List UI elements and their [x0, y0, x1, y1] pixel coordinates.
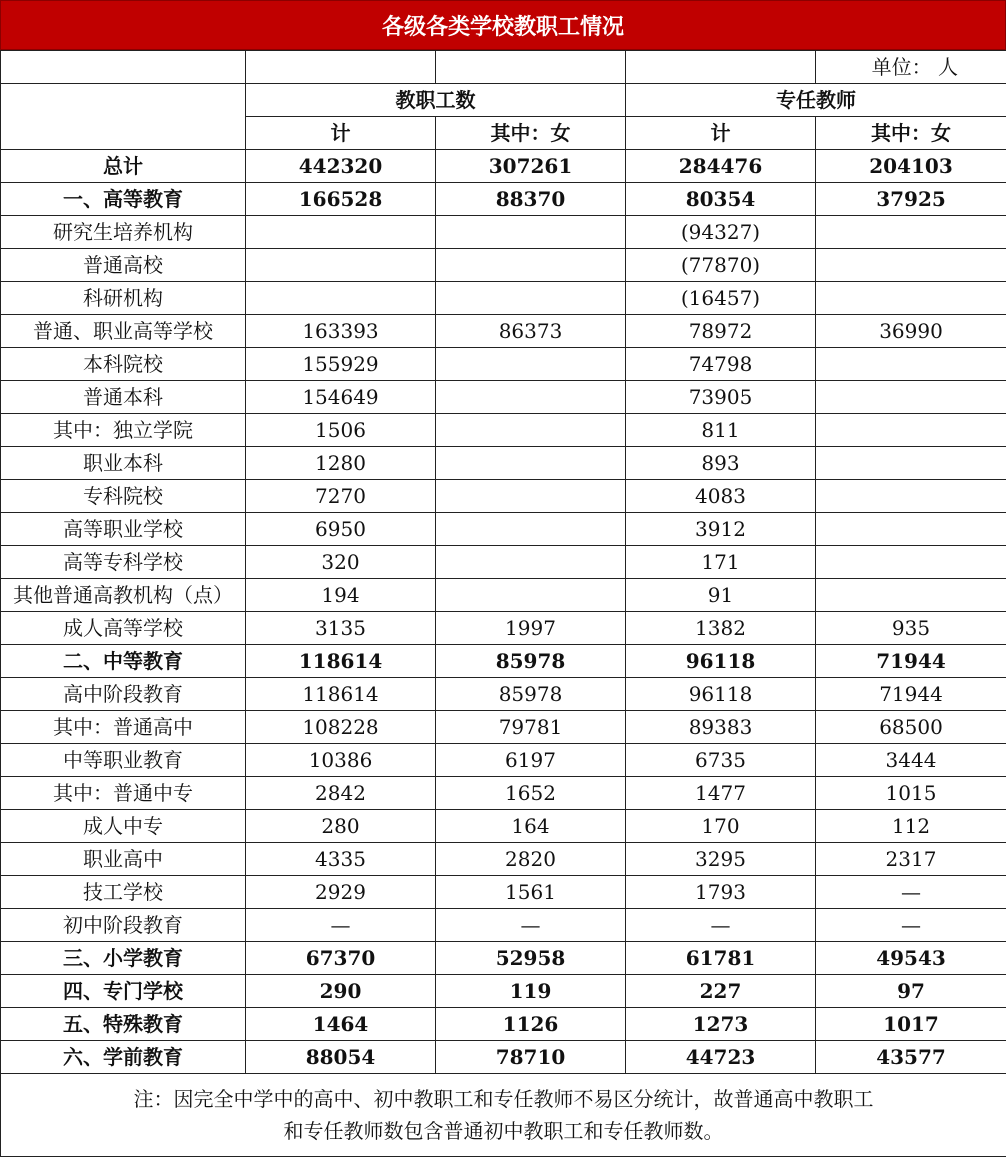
row-label [1, 183, 246, 216]
row-label-text: 成人高等学校 [63, 616, 183, 640]
staff-female-cell: 1126 [436, 1008, 626, 1041]
row-label-text: 四、专门学校 [63, 979, 183, 1003]
teacher-female-cell: 3444 [816, 744, 1006, 777]
table-row [1, 348, 1006, 381]
teacher-total-cell: 3295 [626, 843, 816, 876]
row-label-text: 五、特殊教育 [63, 1012, 183, 1036]
table-row [1, 513, 1006, 546]
teacher-female-cell: — [816, 876, 1006, 909]
row-label [1, 546, 246, 579]
staff-total-cell: 88054 [246, 1041, 436, 1074]
row-label-text: 普通高校 [83, 253, 163, 277]
staff-total-cell: 1280 [246, 447, 436, 480]
header-full-time-teachers: 专任教师 [626, 84, 1006, 117]
table-row [1, 447, 1006, 480]
teacher-female-cell: 71944 [816, 678, 1006, 711]
teacher-female-cell: 43577 [816, 1041, 1006, 1074]
teacher-female-cell [816, 381, 1006, 414]
staff-total-cell [246, 216, 436, 249]
staff-female-cell: 1561 [436, 876, 626, 909]
staff-total-cell: 4335 [246, 843, 436, 876]
staff-female-cell: 307261 [436, 150, 626, 183]
row-label [1, 810, 246, 843]
staff-female-cell: 79781 [436, 711, 626, 744]
table-title-bar [0, 0, 1006, 50]
row-label [1, 744, 246, 777]
table-row [1, 183, 1006, 216]
teacher-total-cell: 284476 [626, 150, 816, 183]
row-label-text: 高中阶段教育 [63, 682, 183, 706]
row-label [1, 414, 246, 447]
teacher-female-cell: 112 [816, 810, 1006, 843]
teacher-female-cell: 37925 [816, 183, 1006, 216]
staff-total-cell: 155929 [246, 348, 436, 381]
table-row [1, 876, 1006, 909]
table-row [1, 1008, 1006, 1041]
row-label-text: 高等专科学校 [63, 550, 183, 574]
staff-female-cell [436, 414, 626, 447]
row-label [1, 645, 246, 678]
table-row [1, 975, 1006, 1008]
table-row [1, 711, 1006, 744]
table-row [1, 579, 1006, 612]
teacher-total-cell: 6735 [626, 744, 816, 777]
teacher-total-cell: 80354 [626, 183, 816, 216]
teacher-total-cell: 3912 [626, 513, 816, 546]
staff-total-cell: 118614 [246, 678, 436, 711]
staff-total-cell: 118614 [246, 645, 436, 678]
teacher-total-cell: 1382 [626, 612, 816, 645]
staff-total-cell: 320 [246, 546, 436, 579]
staff-female-cell [436, 513, 626, 546]
table-title: 各级各类学校教职工情况 [381, 14, 624, 40]
row-label [1, 942, 246, 975]
staff-total-cell: 163393 [246, 315, 436, 348]
row-label-text: 其中：独立学院 [53, 418, 193, 442]
staff-female-cell: 1997 [436, 612, 626, 645]
header-staff-total: 计 [246, 117, 436, 150]
teacher-female-cell: 1015 [816, 777, 1006, 810]
row-label [1, 843, 246, 876]
row-label [1, 348, 246, 381]
staff-total-cell: 154649 [246, 381, 436, 414]
staff-total-cell: 2929 [246, 876, 436, 909]
staff-female-cell: 1652 [436, 777, 626, 810]
teacher-female-cell: 71944 [816, 645, 1006, 678]
teacher-total-cell: 89383 [626, 711, 816, 744]
staff-female-cell: 119 [436, 975, 626, 1008]
table-row [1, 942, 1006, 975]
row-label-text: 三、小学教育 [63, 946, 183, 970]
staff-total-cell: 194 [246, 579, 436, 612]
table-row [1, 843, 1006, 876]
teacher-female-cell: 49543 [816, 942, 1006, 975]
row-label-text: 专科院校 [83, 484, 163, 508]
row-label-text: 高等职业学校 [63, 517, 183, 541]
staff-female-cell [436, 348, 626, 381]
teacher-total-cell: 44723 [626, 1041, 816, 1074]
staff-female-cell: 88370 [436, 183, 626, 216]
header-teacher-female: 其中：女 [816, 117, 1006, 150]
teacher-female-cell [816, 249, 1006, 282]
table-row [1, 744, 1006, 777]
table-row [1, 678, 1006, 711]
header-staff-female: 其中：女 [436, 117, 626, 150]
teacher-total-cell: (16457) [626, 282, 816, 315]
staff-female-cell: 6197 [436, 744, 626, 777]
staff-total-cell [246, 249, 436, 282]
table-row [1, 546, 1006, 579]
row-label-text: 本科院校 [83, 352, 163, 376]
teacher-total-cell: (77870) [626, 249, 816, 282]
header-staff-count: 教职工数 [246, 84, 626, 117]
teacher-total-cell: 1793 [626, 876, 816, 909]
staff-total-cell: 1464 [246, 1008, 436, 1041]
staff-female-cell [436, 546, 626, 579]
footnote-line1: 注：因完全中学中的高中、初中教职工和专任教师不易区分统计，故普通高中教职工 [133, 1087, 874, 1111]
table-row [1, 777, 1006, 810]
teacher-total-cell: 811 [626, 414, 816, 447]
staff-female-cell [436, 381, 626, 414]
staff-female-cell: 86373 [436, 315, 626, 348]
teacher-female-cell: 68500 [816, 711, 1006, 744]
teacher-female-cell [816, 414, 1006, 447]
staff-female-cell: 164 [436, 810, 626, 843]
table-row [1, 1041, 1006, 1074]
row-label-text: 职业高中 [83, 847, 163, 871]
staff-female-cell: 52958 [436, 942, 626, 975]
unit-row [1, 51, 1006, 84]
row-label [1, 480, 246, 513]
teacher-total-cell: 96118 [626, 645, 816, 678]
staff-total-cell: 2842 [246, 777, 436, 810]
teacher-female-cell: 2317 [816, 843, 1006, 876]
row-label-text: 其中：普通高中 [53, 715, 193, 739]
row-label [1, 1041, 246, 1074]
row-label-text: 科研机构 [83, 286, 163, 310]
row-label [1, 249, 246, 282]
teacher-total-cell: 1273 [626, 1008, 816, 1041]
teacher-total-cell: 227 [626, 975, 816, 1008]
teacher-total-cell: 73905 [626, 381, 816, 414]
teacher-total-cell: — [626, 909, 816, 942]
teacher-total-cell: 1477 [626, 777, 816, 810]
staff-total-cell: 290 [246, 975, 436, 1008]
row-label-text: 初中阶段教育 [63, 913, 183, 937]
row-label-text: 一、高等教育 [63, 187, 183, 211]
table-row [1, 216, 1006, 249]
row-label-text: 六、学前教育 [63, 1045, 183, 1069]
staff-female-cell [436, 447, 626, 480]
table-row [1, 909, 1006, 942]
row-label [1, 975, 246, 1008]
row-label [1, 447, 246, 480]
staff-female-cell [436, 480, 626, 513]
teacher-female-cell [816, 348, 1006, 381]
staff-female-cell: — [436, 909, 626, 942]
table-row [1, 810, 1006, 843]
teacher-female-cell: — [816, 909, 1006, 942]
staff-female-cell [436, 249, 626, 282]
row-label [1, 381, 246, 414]
row-label-text: 总计 [103, 154, 143, 178]
teacher-female-cell [816, 513, 1006, 546]
teacher-total-cell: 4083 [626, 480, 816, 513]
teacher-female-cell [816, 447, 1006, 480]
table-row [1, 282, 1006, 315]
row-label [1, 678, 246, 711]
footnote [1, 1074, 1006, 1157]
table-row [1, 249, 1006, 282]
staff-female-cell [436, 282, 626, 315]
row-label-text: 二、中等教育 [63, 649, 183, 673]
row-label [1, 150, 246, 183]
row-label [1, 1008, 246, 1041]
row-label-text: 中等职业教育 [63, 748, 183, 772]
row-label [1, 777, 246, 810]
footnote-line2: 和专任教师数包含普通初中教职工和专任教师数。 [283, 1119, 724, 1143]
staff-total-cell: 3135 [246, 612, 436, 645]
row-label [1, 216, 246, 249]
teacher-female-cell: 97 [816, 975, 1006, 1008]
teacher-female-cell [816, 282, 1006, 315]
staff-female-cell: 85978 [436, 678, 626, 711]
teacher-total-cell: 61781 [626, 942, 816, 975]
staff-total-cell: 10386 [246, 744, 436, 777]
teacher-female-cell [816, 480, 1006, 513]
note-row [1, 1074, 1006, 1157]
row-label-text: 成人中专 [83, 814, 163, 838]
teacher-female-cell: 1017 [816, 1008, 1006, 1041]
staff-female-cell [436, 579, 626, 612]
staff-total-cell: 1506 [246, 414, 436, 447]
row-label [1, 315, 246, 348]
teacher-total-cell: 96118 [626, 678, 816, 711]
table-row [1, 150, 1006, 183]
staff-total-cell: 67370 [246, 942, 436, 975]
staff-total-cell: 442320 [246, 150, 436, 183]
row-label-text: 研究生培养机构 [53, 220, 193, 244]
row-label-text: 其中：普通中专 [53, 781, 193, 805]
staff-total-cell: 280 [246, 810, 436, 843]
row-label-text: 普通、职业高等学校 [33, 319, 213, 343]
staff-total-cell: — [246, 909, 436, 942]
teacher-total-cell: 171 [626, 546, 816, 579]
table-row [1, 414, 1006, 447]
teacher-total-cell: 74798 [626, 348, 816, 381]
row-label [1, 282, 246, 315]
staff-total-cell: 7270 [246, 480, 436, 513]
table-row [1, 645, 1006, 678]
table-row [1, 480, 1006, 513]
stub-header [1, 84, 246, 150]
staff-total-cell [246, 282, 436, 315]
teacher-total-cell: 78972 [626, 315, 816, 348]
teacher-female-cell: 935 [816, 612, 1006, 645]
group-header-row [1, 84, 1006, 117]
teacher-female-cell [816, 579, 1006, 612]
staff-total-cell: 166528 [246, 183, 436, 216]
table-row [1, 315, 1006, 348]
row-label-text: 其他普通高教机构（点） [13, 583, 233, 607]
row-label-text: 技工学校 [83, 880, 163, 904]
staff-female-cell: 2820 [436, 843, 626, 876]
row-label [1, 579, 246, 612]
staff-total-cell: 6950 [246, 513, 436, 546]
staff-total-cell: 108228 [246, 711, 436, 744]
teacher-total-cell: (94327) [626, 216, 816, 249]
row-label [1, 711, 246, 744]
table-row [1, 612, 1006, 645]
unit-label: 单位： 人 [816, 51, 1006, 84]
staff-statistics-table [0, 50, 1006, 1157]
row-label [1, 612, 246, 645]
teacher-female-cell [816, 546, 1006, 579]
teacher-female-cell [816, 216, 1006, 249]
staff-female-cell [436, 216, 626, 249]
header-teacher-total: 计 [626, 117, 816, 150]
table-row [1, 381, 1006, 414]
teacher-total-cell: 170 [626, 810, 816, 843]
teacher-female-cell: 36990 [816, 315, 1006, 348]
teacher-female-cell: 204103 [816, 150, 1006, 183]
row-label [1, 513, 246, 546]
teacher-total-cell: 91 [626, 579, 816, 612]
teacher-total-cell: 893 [626, 447, 816, 480]
row-label [1, 909, 246, 942]
row-label [1, 876, 246, 909]
staff-female-cell: 78710 [436, 1041, 626, 1074]
staff-female-cell: 85978 [436, 645, 626, 678]
row-label-text: 职业本科 [83, 451, 163, 475]
row-label-text: 普通本科 [83, 385, 163, 409]
